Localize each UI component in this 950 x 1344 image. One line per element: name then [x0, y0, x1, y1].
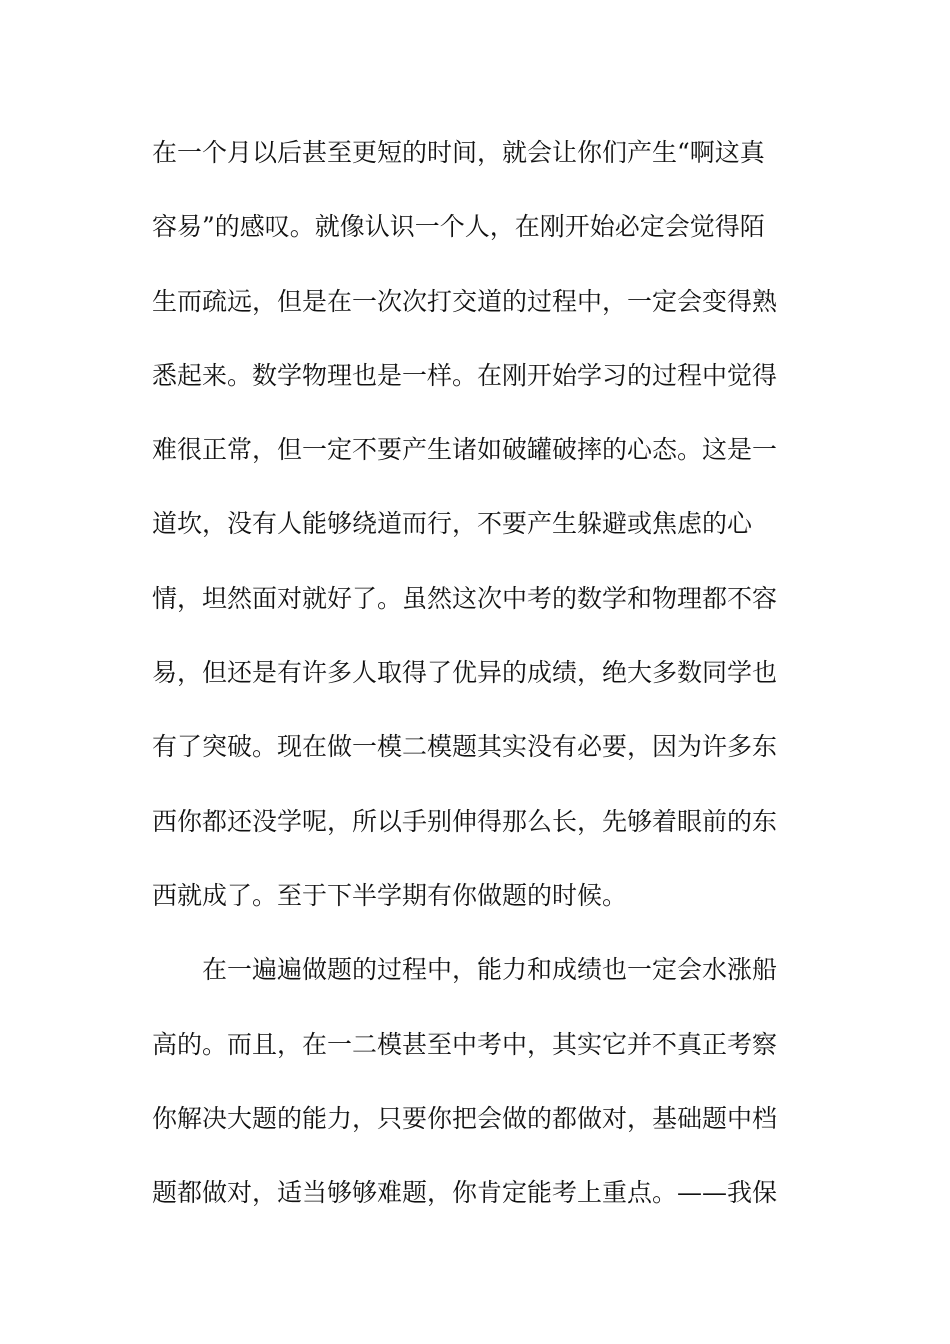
- text-line: 生而疏远，但是在一次次打交道的过程中，一定会变得熟: [152, 286, 778, 316]
- body-text: [152, 130, 792, 1244]
- text-line: 易，但还是有许多人取得了优异的成绩，绝大多数同学也: [152, 658, 778, 688]
- text-line: 容易”的感叹。就像认识一个人，在刚开始必定会觉得陌: [152, 212, 765, 242]
- text-line: 有了突破。现在做一模二模题其实没有必要，因为许多东: [152, 732, 778, 762]
- text-line: 在一遍遍做题的过程中，能力和成绩也一定会水涨船: [152, 955, 778, 985]
- text-line: 悉起来。数学物理也是一样。在刚开始学习的过程中觉得: [152, 360, 778, 390]
- text-line: 情，坦然面对就好了。虽然这次中考的数学和物理都不容: [152, 583, 778, 613]
- text-line: 在一个月以后甚至更短的时间，就会让你们产生“啊这真: [152, 138, 765, 167]
- text-line: 题都做对，适当够够难题，你肯定能考上重点。——我保: [152, 1178, 778, 1208]
- text-line: 你解决大题的能力，只要你把会做的都做对，基础题中档: [152, 1103, 778, 1133]
- text-line: 西就成了。至于下半学期有你做题的时候。: [152, 880, 628, 910]
- text-line: 高的。而且，在一二模甚至中考中，其实它并不真正考察: [152, 1029, 778, 1059]
- text-line: 难很正常，但一定不要产生诸如破罐破摔的心态。这是一: [152, 435, 778, 465]
- text-line: 西你都还没学呢，所以手别伸得那么长，先够着眼前的东: [152, 806, 778, 836]
- text-line: 道坎，没有人能够绕道而行，不要产生躲避或焦虑的心: [152, 509, 753, 539]
